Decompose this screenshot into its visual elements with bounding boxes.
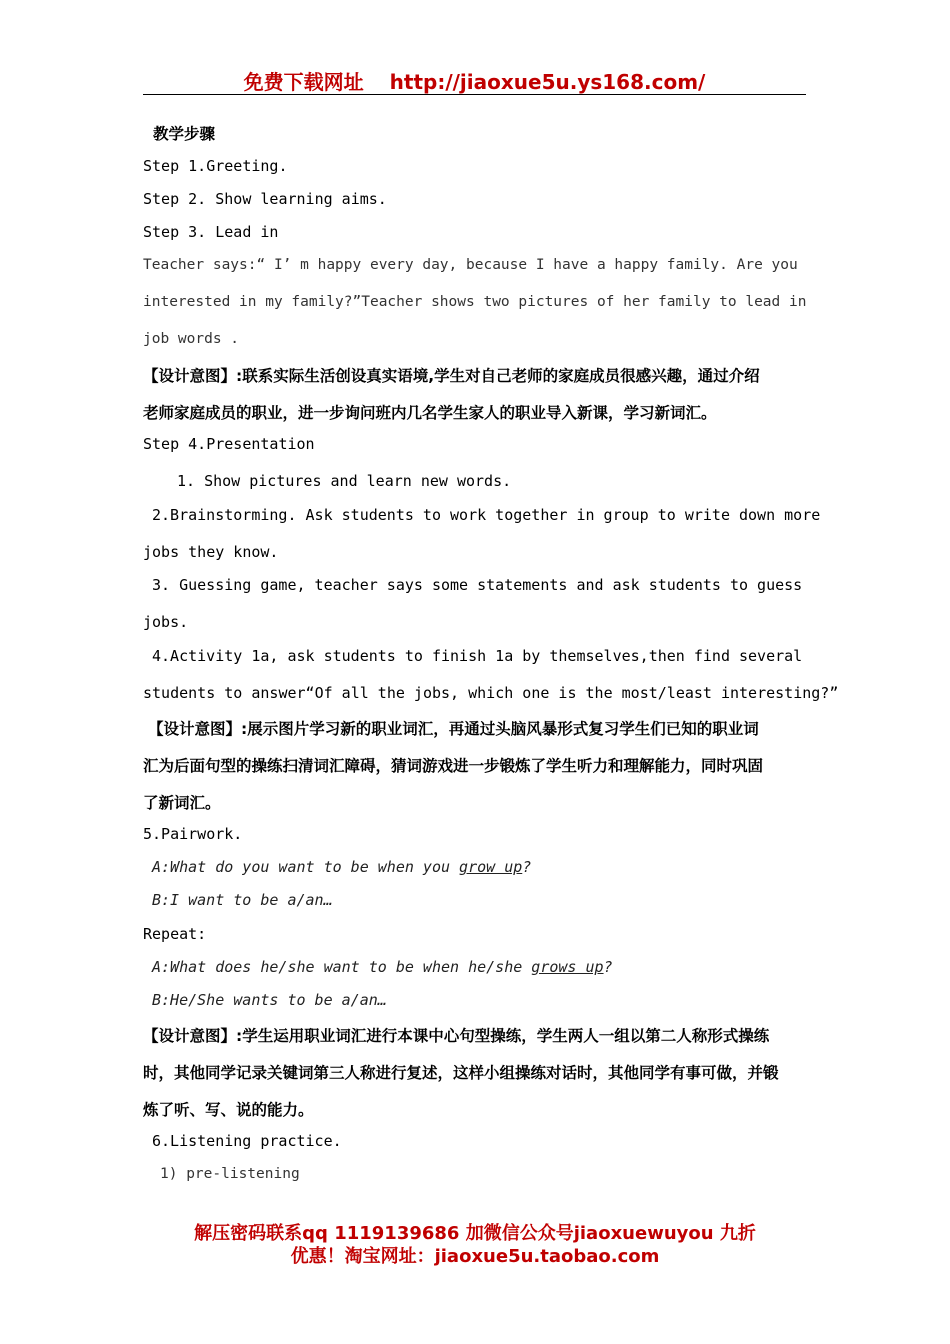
pairwork-heading: 5.Pairwork. xyxy=(143,825,243,843)
repeat-answer-b: B:He/She wants to be a/an… xyxy=(152,991,387,1009)
design-intent-2-line-1: 【设计意图】:展示图片学习新的职业词汇，再通过头脑风暴形式复习学生们已知的职业词 xyxy=(148,720,759,738)
presentation-item-2-line-1: 2.Brainstorming. Ask students to work together in group to write down more xyxy=(152,506,821,524)
design-intent-2-line-3: 了新词汇。 xyxy=(143,794,221,812)
pre-listening: 1) pre-listening xyxy=(160,1166,300,1182)
lead-in-text-2: interested in my family?”Teacher shows two pictures of her family to lead in xyxy=(143,294,807,310)
pairwork-question-a: A:What do you want to be when you grow up? xyxy=(152,858,532,876)
design-intent-3-line-1: 【设计意图】:学生运用职业词汇进行本课中心句型操练，学生两人一组以第二人称形式操练 xyxy=(143,1027,770,1045)
design-intent-1-line-2: 老师家庭成员的职业，进一步询问班内几名学生家人的职业导入新课，学习新词汇。 xyxy=(143,404,717,422)
lead-in-text-1: Teacher says:“ I’ m happy every day, because I have a happy family. Are you xyxy=(143,257,798,273)
presentation-item-3-line-2: jobs. xyxy=(143,613,189,631)
presentation-item-4-line-1: 4.Activity 1a, ask students to finish 1a by themselves,then find several xyxy=(152,647,803,665)
design-intent-3-line-3: 炼了听、写、说的能力。 xyxy=(143,1101,314,1119)
step-4: Step 4.Presentation xyxy=(143,435,315,453)
page-header xyxy=(143,66,806,95)
presentation-item-2-line-2: jobs they know. xyxy=(143,543,279,561)
step-1: Step 1.Greeting. xyxy=(143,157,288,175)
footer-line-1: 解压密码联系qq 1119139686 加微信公众号jiaoxuewuyou 九折 xyxy=(194,1223,756,1244)
design-intent-3-line-2: 时，其他同学记录关键词第三人称进行复述，这样小组操练对话时，其他同学有事可做，并锻 xyxy=(143,1064,779,1082)
presentation-item-3-line-1: 3. Guessing game, teacher says some statements and ask students to guess xyxy=(152,576,803,594)
step-3: Step 3. Lead in xyxy=(143,223,279,241)
presentation-item-4-line-2: students to answer“Of all the jobs, which one is the most/least interesting?” xyxy=(143,684,839,702)
repeat-question-a: A:What does he/she want to be when he/she grows up? xyxy=(152,958,613,976)
presentation-item-1: 1. Show pictures and learn new words. xyxy=(177,472,512,490)
header-label: 免费下载网址 xyxy=(243,70,364,94)
header-url-link[interactable]: http://jiaoxue5u.ys168.com/ xyxy=(389,70,706,94)
step-2: Step 2. Show learning aims. xyxy=(143,190,387,208)
design-intent-2-line-2: 汇为后面句型的操练扫清词汇障碍，猜词游戏进一步锻炼了学生听力和理解能力，同时巩固 xyxy=(143,757,764,775)
lead-in-text-3: job words . xyxy=(143,331,240,347)
design-intent-1-line-1: 【设计意图】:联系实际生活创设真实语境,学生对自己老师的家庭成员很感兴趣，通过介绍 xyxy=(143,367,760,385)
listening-heading: 6.Listening practice. xyxy=(152,1132,342,1150)
repeat-heading: Repeat: xyxy=(143,925,207,943)
footer-line-2: 优惠！淘宝网址：jiaoxue5u.taobao.com xyxy=(290,1246,660,1267)
section-title: 教学步骤 xyxy=(153,125,216,143)
pairwork-answer-b: B:I want to be a/an… xyxy=(152,891,333,909)
header-divider xyxy=(143,94,806,95)
